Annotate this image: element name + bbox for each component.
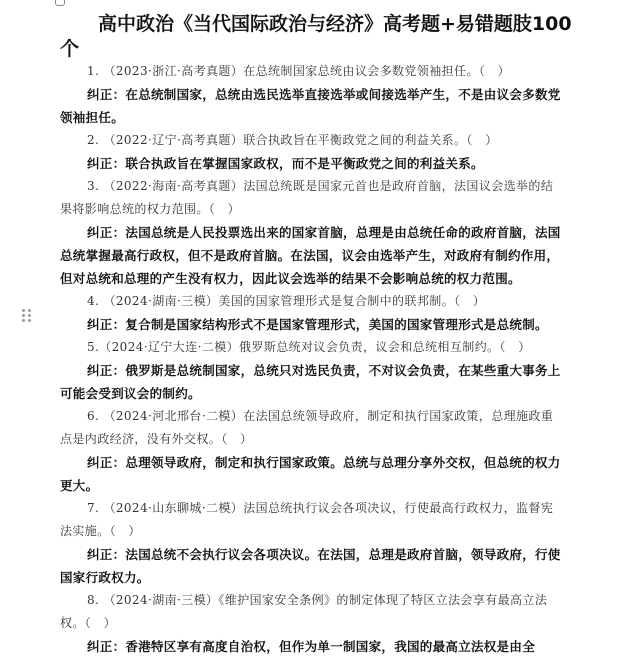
- correction-7: 纠正：法国总统不会执行议会各项决议。在法国，总理是政府首脑，领导政府，行使国家行政权力。: [60, 547, 561, 585]
- correction-8: 纠正：香港特区享有高度自治权，但作为单一制国家，我国的最高立法权是由全: [87, 639, 536, 654]
- question-4: 4. （2024·湖南·三模）美国的国家管理形式是复合制中的联邦制。（ ）: [87, 294, 486, 308]
- question-6: 6. （2024·河北邢台·二模）在法国总统领导政府，制定和执行国家政策，总理施政重点是内政经济，没有外交权。（ ）: [60, 409, 554, 446]
- page-top-marker: [55, 0, 65, 6]
- correction-4: 纠正：复合制是国家结构形式不是国家管理形式，美国的国家管理形式是总统制。: [87, 317, 548, 332]
- correction-6: 纠正：总理领导政府，制定和执行国家政策。总统与总理分享外交权，但总统的权力更大。: [60, 455, 561, 493]
- document-title: 高中政治《当代国际政治与经济》高考题+易错题肢100 个: [60, 13, 572, 60]
- correction-5: 纠正：俄罗斯是总统制国家，总统只对选民负责，不对议会负责，在某些重大事务上可能会受到议会的制约。: [60, 363, 561, 401]
- question-1: 1. （2023·浙江·高考真题）在总统制国家总统由议会多数党领袖担任。（ ）: [87, 64, 511, 78]
- drag-handle-icon[interactable]: [22, 309, 32, 325]
- correction-1: 纠正：在总统制国家，总统由选民选举直接选举或间接选举产生，不是由议会多数党领袖担任。: [60, 87, 561, 125]
- document-content: [60, 60, 565, 658]
- question-2: 2. （2022·辽宁·高考真题）联合执政旨在平衡政党之间的利益关系。（ ）: [87, 133, 498, 147]
- question-5: 5.（2024·辽宁大连·二模）俄罗斯总统对议会负责，议会和总统相互制约。（ ）: [87, 340, 531, 354]
- question-7: 7. （2024·山东聊城·二模）法国总统执行议会各项决议，行使最高行政权力，监督宪法实施。（ ）: [60, 501, 554, 538]
- question-8: 8. （2024·湖南·三模）《维护国家安全条例》的制定体现了特区立法会享有最高立法权。（ ）: [60, 593, 548, 630]
- question-3: 3. （2022·海南·高考真题）法国总统既是国家元首也是政府首脑，法国议会选举的结果将影响总统的权力范围。（ ）: [60, 179, 554, 216]
- correction-3: 纠正：法国总统是人民投票选出来的国家首脑，总理是由总统任命的政府首脑，法国总统掌握最高行政权，但不是政府首脑。在法国，议会由选举产生，对政府有制约作用，但对总统和总理的产生没有权力，因此议会选举的结果不会影响总统的权力范围。: [60, 225, 561, 286]
- correction-2: 纠正：联合执政旨在掌握国家政权，而不是平衡政党之间的利益关系。: [87, 156, 484, 171]
